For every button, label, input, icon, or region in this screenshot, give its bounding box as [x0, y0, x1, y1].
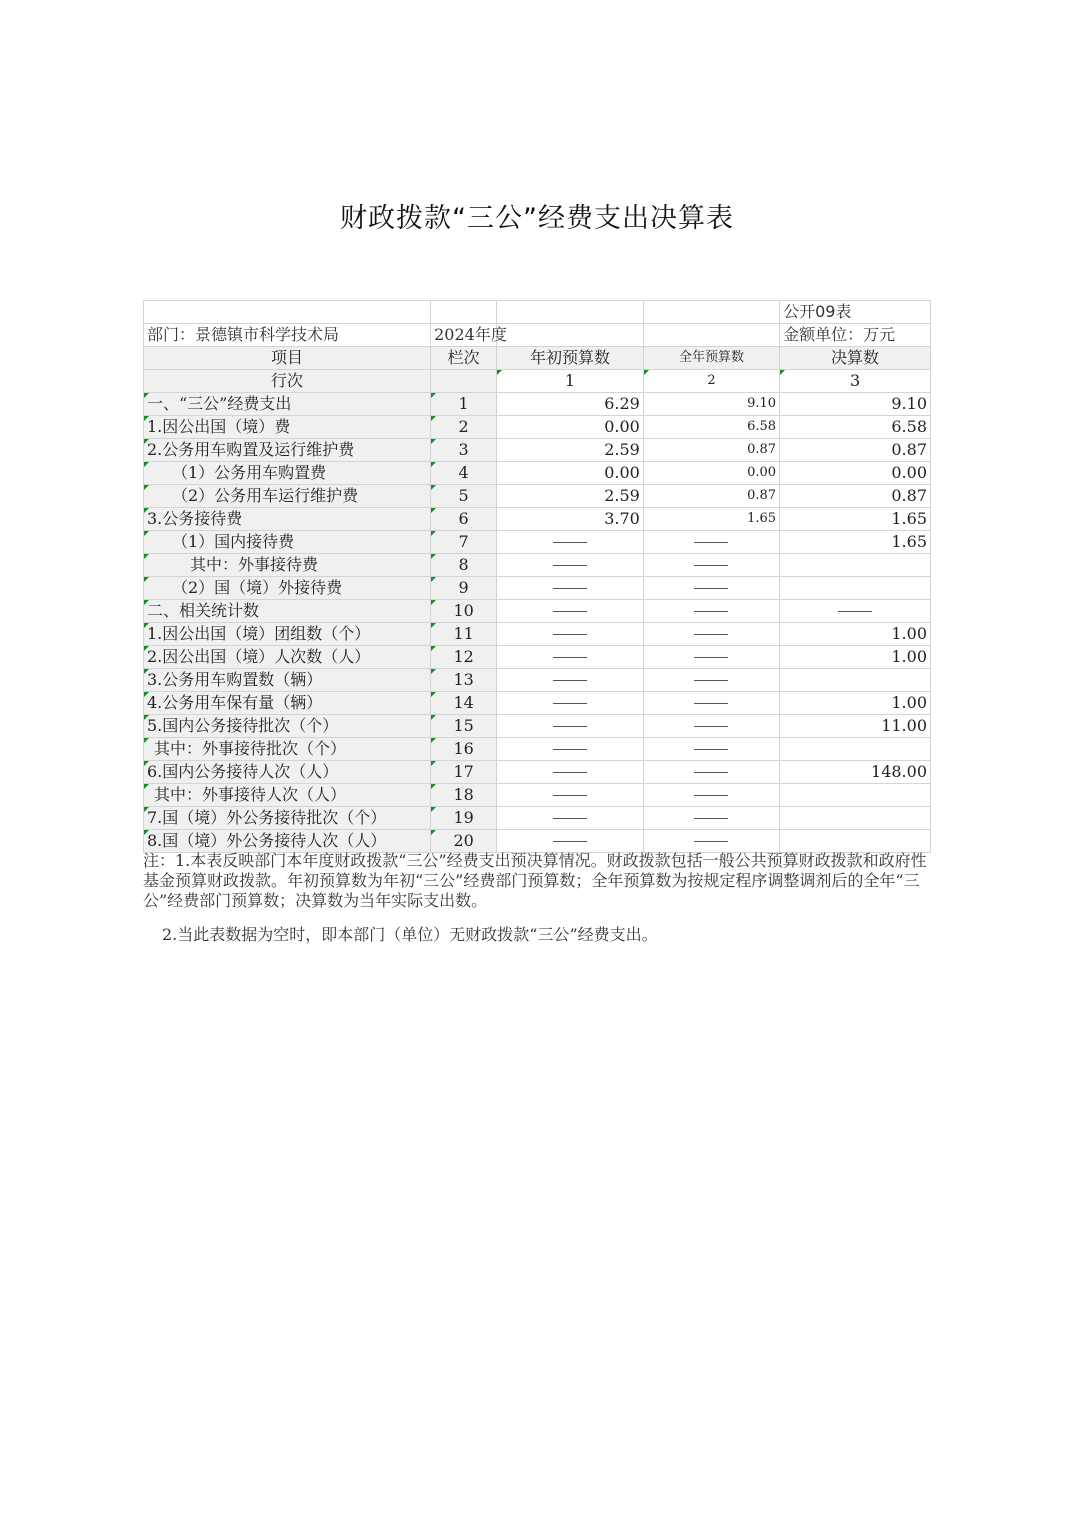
row-value-c3: [780, 807, 931, 830]
row-value-c3: [780, 669, 931, 692]
header-initial-budget: 年初预算数: [497, 347, 644, 370]
table-row: [144, 623, 931, 646]
row-item: 其中：外事接待人次（人）: [144, 784, 431, 807]
table-row: [144, 508, 931, 531]
row-dash-c1: [497, 600, 644, 623]
row-dash-c2: [643, 830, 779, 853]
table-row: [144, 462, 931, 485]
row-dash-c2: [643, 646, 779, 669]
dash-mark: [553, 680, 587, 681]
row-item: 2.公务用车购置及运行维护费: [144, 439, 431, 462]
dash-mark: [838, 611, 872, 612]
table-row: [144, 692, 931, 715]
row-value-c1: 2.59: [497, 439, 644, 462]
dash-mark: [694, 703, 728, 704]
dash-mark: [694, 749, 728, 750]
row-value-c1: 2.59: [497, 485, 644, 508]
row-value-c2: 0.87: [643, 485, 779, 508]
dash-mark: [694, 680, 728, 681]
note-1: 注：1.本表反映部门本年度财政拨款“三公”经费支出预决算情况。财政拨款包括一般公共预算财政拨款和政府性基金预算财政拨款。年初预算数为年初“三公”经费部门预算数；全年预算数为按规定程序调整调剂后的全年“三公”经费部门预算数；决算数为当年实际支出数。: [143, 851, 927, 910]
row-item: 4.公务用车保有量（辆）: [144, 692, 431, 715]
row-value-c2: 6.58: [643, 416, 779, 439]
dash-mark: [553, 634, 587, 635]
dash-mark: [553, 772, 587, 773]
header-row: [144, 347, 931, 370]
row-item: 一、“三公”经费支出: [144, 393, 431, 416]
row-number: 20: [431, 830, 497, 853]
row-dash-c2: [643, 669, 779, 692]
row-item: 1.因公出国（境）费: [144, 416, 431, 439]
row-number: 4: [431, 462, 497, 485]
row-dash-c2: [643, 807, 779, 830]
dash-mark: [694, 588, 728, 589]
row-dash-c1: [497, 623, 644, 646]
row-dash-c1: [497, 554, 644, 577]
row-dash-c1: [497, 715, 644, 738]
row-item: 其中：外事接待批次（个）: [144, 738, 431, 761]
row-item: 3.公务用车购置数（辆）: [144, 669, 431, 692]
table-row: [144, 393, 931, 416]
row-value-c2: 0.87: [643, 439, 779, 462]
row-dash-c2: [643, 692, 779, 715]
row-value-c3: 1.00: [780, 646, 931, 669]
note-2: 2.当此表数据为空时，即本部门（单位）无财政拨款“三公”经费支出。: [162, 925, 658, 944]
dash-mark: [553, 841, 587, 842]
dash-mark: [694, 565, 728, 566]
row-number: 10: [431, 600, 497, 623]
dash-mark: [694, 611, 728, 612]
row-dash-c1: [497, 531, 644, 554]
table-row: [144, 531, 931, 554]
table-row: [144, 715, 931, 738]
row-dash-c2: [643, 715, 779, 738]
dash-mark: [694, 634, 728, 635]
table-row: [144, 761, 931, 784]
row-value-c3: 0.87: [780, 485, 931, 508]
row-item: 8.国（境）外公务接待人次（人）: [144, 830, 431, 853]
row-value-c2: 9.10: [643, 393, 779, 416]
row-number: 15: [431, 715, 497, 738]
dash-mark: [694, 726, 728, 727]
table-row: [144, 485, 931, 508]
row-number: 2: [431, 416, 497, 439]
row-dash-c2: [643, 784, 779, 807]
row-value-c3: 1.65: [780, 508, 931, 531]
table-row: [144, 554, 931, 577]
dash-mark: [553, 542, 587, 543]
subheader-col-2: 2: [643, 370, 779, 393]
row-value-c1: 6.29: [497, 393, 644, 416]
table-row: [144, 807, 931, 830]
table-row: [144, 738, 931, 761]
row-item: 其中：外事接待费: [144, 554, 431, 577]
row-dash-c2: [643, 738, 779, 761]
row-value-c1: 0.00: [497, 462, 644, 485]
subheader-label: 行次: [144, 370, 431, 393]
table-row: [144, 439, 931, 462]
row-value-c3: 1.00: [780, 692, 931, 715]
row-dash-c3: [780, 600, 931, 623]
row-item: 二、相关统计数: [144, 600, 431, 623]
table-row: [144, 416, 931, 439]
header-final-accounts: 决算数: [780, 347, 931, 370]
row-item: 5.国内公务接待批次（个）: [144, 715, 431, 738]
row-dash-c1: [497, 830, 644, 853]
page-title: 财政拨款“三公”经费支出决算表: [340, 203, 734, 234]
row-number: 6: [431, 508, 497, 531]
row-value-c3: [780, 830, 931, 853]
row-value-c3: [780, 738, 931, 761]
row-number: 9: [431, 577, 497, 600]
row-value-c3: 11.00: [780, 715, 931, 738]
dash-mark: [553, 818, 587, 819]
dash-mark: [553, 795, 587, 796]
row-number: 14: [431, 692, 497, 715]
dash-mark: [553, 565, 587, 566]
row-number: 8: [431, 554, 497, 577]
row-value-c1: 3.70: [497, 508, 644, 531]
row-dash-c2: [643, 623, 779, 646]
row-number: 7: [431, 531, 497, 554]
table-row: [144, 830, 931, 853]
row-dash-c1: [497, 669, 644, 692]
row-dash-c2: [643, 531, 779, 554]
row-number: 12: [431, 646, 497, 669]
row-dash-c1: [497, 761, 644, 784]
dash-mark: [553, 703, 587, 704]
dash-mark: [694, 657, 728, 658]
dash-mark: [694, 841, 728, 842]
row-value-c3: [780, 554, 931, 577]
table-row: [144, 577, 931, 600]
row-value-c1: 0.00: [497, 416, 644, 439]
row-dash-c1: [497, 692, 644, 715]
row-value-c3: 0.87: [780, 439, 931, 462]
table-code: 公开09表: [780, 301, 931, 324]
row-dash-c2: [643, 554, 779, 577]
row-number: 13: [431, 669, 497, 692]
dash-mark: [694, 818, 728, 819]
header-col-no: 栏次: [431, 347, 497, 370]
row-number: 5: [431, 485, 497, 508]
row-number: 19: [431, 807, 497, 830]
row-value-c2: 0.00: [643, 462, 779, 485]
meta-row-code: [144, 301, 931, 324]
row-dash-c1: [497, 738, 644, 761]
table-row: [144, 669, 931, 692]
row-number: 11: [431, 623, 497, 646]
row-number: 18: [431, 784, 497, 807]
row-number: 17: [431, 761, 497, 784]
table-row: [144, 784, 931, 807]
row-item: 1.因公出国（境）团组数（个）: [144, 623, 431, 646]
row-item: 2.因公出国（境）人次数（人）: [144, 646, 431, 669]
budget-table: [143, 300, 931, 853]
dash-mark: [694, 772, 728, 773]
dash-mark: [553, 749, 587, 750]
dash-mark: [553, 726, 587, 727]
row-item: 3.公务接待费: [144, 508, 431, 531]
row-dash-c2: [643, 577, 779, 600]
row-value-c3: 9.10: [780, 393, 931, 416]
subheader-col-1: 1: [497, 370, 644, 393]
dash-mark: [694, 795, 728, 796]
row-value-c3: 1.00: [780, 623, 931, 646]
row-number: 16: [431, 738, 497, 761]
row-dash-c2: [643, 600, 779, 623]
row-dash-c1: [497, 784, 644, 807]
row-dash-c1: [497, 646, 644, 669]
unit-label: 金额单位：万元: [780, 324, 931, 347]
table-row: [144, 600, 931, 623]
row-value-c3: 0.00: [780, 462, 931, 485]
table-row: [144, 646, 931, 669]
row-item: （2）国（境）外接待费: [144, 577, 431, 600]
row-number: 3: [431, 439, 497, 462]
row-dash-c2: [643, 761, 779, 784]
row-value-c3: [780, 577, 931, 600]
row-value-c2: 1.65: [643, 508, 779, 531]
year-label: 2024年度: [431, 324, 497, 347]
dash-mark: [553, 611, 587, 612]
meta-row-dept: [144, 324, 931, 347]
row-item: （2）公务用车运行维护费: [144, 485, 431, 508]
row-item: 6.国内公务接待人次（人）: [144, 761, 431, 784]
subheader-col-3: 3: [780, 370, 931, 393]
header-annual-budget: 全年预算数: [643, 347, 779, 370]
row-item: （1）国内接待费: [144, 531, 431, 554]
row-item: 7.国（境）外公务接待批次（个）: [144, 807, 431, 830]
dash-mark: [553, 657, 587, 658]
header-item: 项目: [144, 347, 431, 370]
subheader-row: [144, 370, 931, 393]
row-number: 1: [431, 393, 497, 416]
dash-mark: [694, 542, 728, 543]
row-value-c3: [780, 784, 931, 807]
row-value-c3: 148.00: [780, 761, 931, 784]
row-dash-c1: [497, 807, 644, 830]
row-dash-c1: [497, 577, 644, 600]
department-label: 部门：景德镇市科学技术局: [144, 324, 431, 347]
row-value-c3: 6.58: [780, 416, 931, 439]
row-item: （1）公务用车购置费: [144, 462, 431, 485]
dash-mark: [553, 588, 587, 589]
row-value-c3: 1.65: [780, 531, 931, 554]
